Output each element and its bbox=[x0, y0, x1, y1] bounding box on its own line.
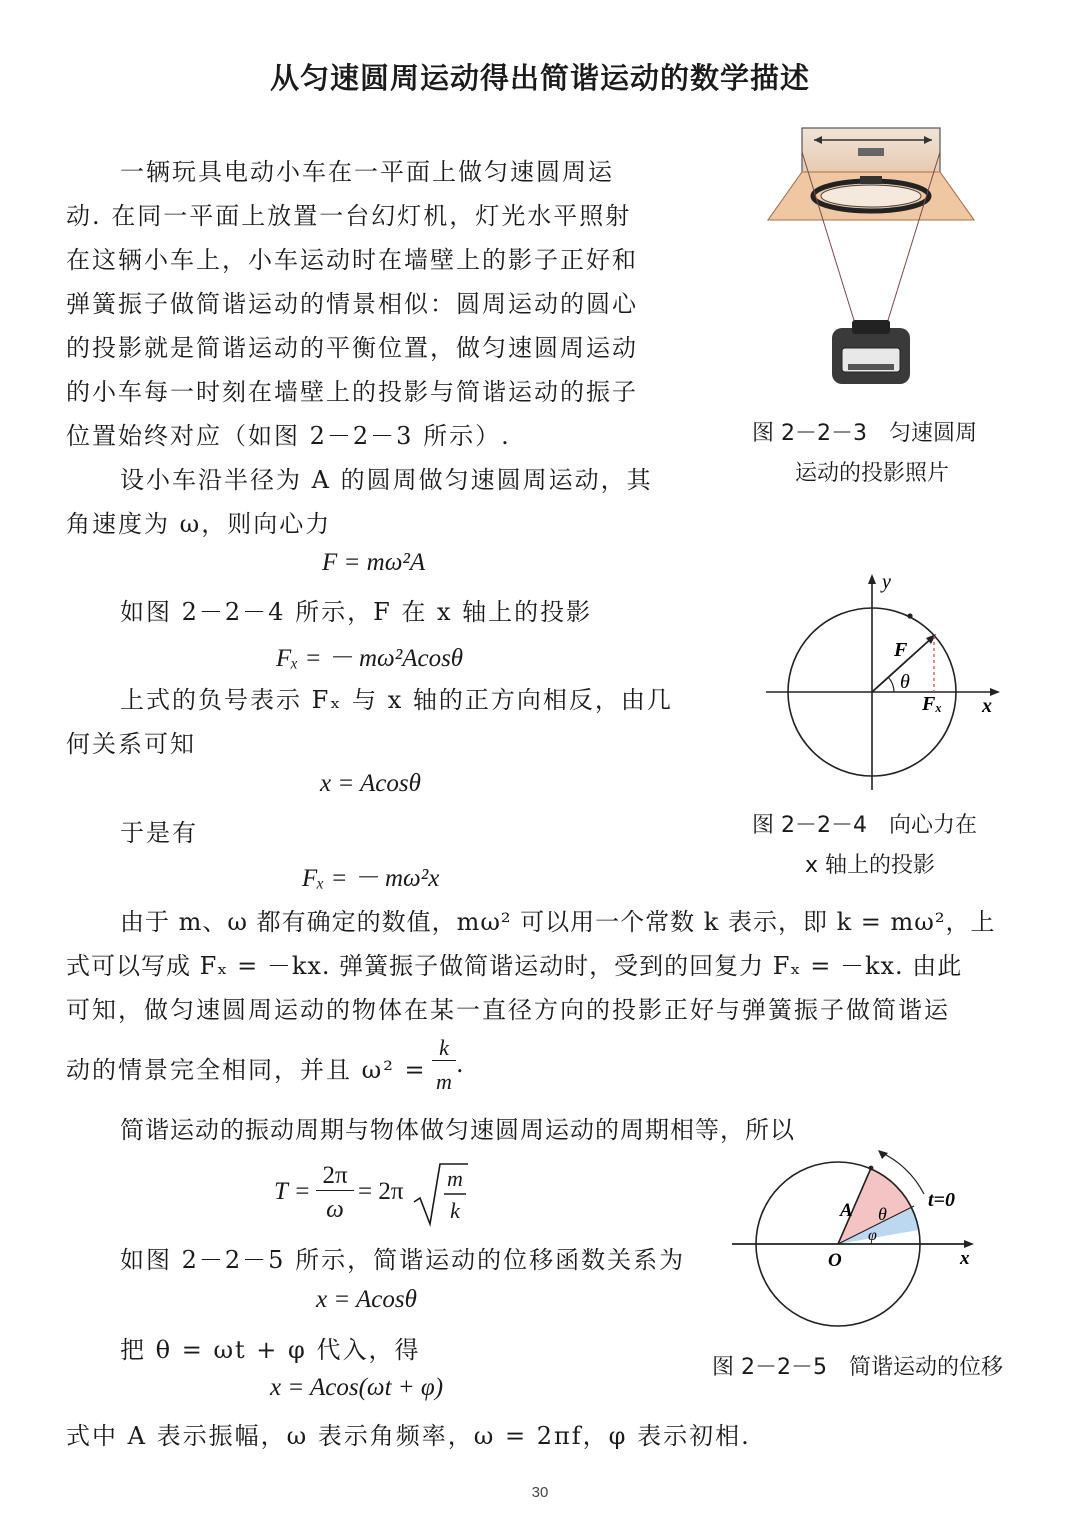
body-line: 位置始终对应（如图 2－2－3 所示）. bbox=[66, 422, 511, 450]
figure-force-projection bbox=[760, 570, 1010, 796]
figure-caption: 图 2－2－5 简谐运动的位移 bbox=[712, 1355, 1003, 1380]
figure-projection-photo bbox=[762, 122, 980, 394]
body-line: 于是有 bbox=[120, 819, 198, 847]
equation-restoring-force: Fₓ = － mω²x bbox=[302, 865, 440, 892]
figure-caption: 图 2－2－4 向心力在 bbox=[752, 813, 977, 838]
figure-shm-displacement bbox=[728, 1148, 982, 1338]
t0-label: t=0 bbox=[928, 1189, 955, 1211]
equation-displacement: x = Acosθ bbox=[320, 770, 421, 797]
period-T: T = bbox=[274, 1178, 311, 1205]
body-line: 可知，做匀速圆周运动的物体在某一直径方向的投影正好与弹簧振子做简谐运 bbox=[66, 996, 950, 1024]
body-line: 一辆玩具电动小车在一平面上做匀速圆周运 bbox=[120, 158, 614, 186]
body-line: 如图 2－2－4 所示，F 在 x 轴上的投影 bbox=[120, 598, 593, 626]
body-line: 在这辆小车上，小车运动时在墙壁上的影子正好和 bbox=[66, 246, 638, 274]
page-title: 从匀速圆周运动得出简谐运动的数学描述 bbox=[269, 61, 810, 95]
body-line: 弹簧振子做简谐运动的情景相似：圆周运动的圆心 bbox=[66, 290, 638, 318]
equation-centripetal-force: F = mω²A bbox=[322, 549, 426, 576]
body-line: 设小车沿半径为 A 的圆周做匀速圆周运动，其 bbox=[120, 466, 653, 494]
x-axis-label: x bbox=[960, 1248, 970, 1269]
force-label: F bbox=[894, 639, 908, 661]
equation-displacement-2: x = Acosθ bbox=[316, 1286, 417, 1313]
body-line: 何关系可知 bbox=[66, 730, 196, 758]
body-line: 简谐运动的振动周期与物体做匀速圆周运动的周期相等，所以 bbox=[120, 1116, 795, 1144]
origin-label: O bbox=[828, 1250, 842, 1271]
period-middle: = 2π bbox=[358, 1178, 404, 1205]
body-line: 的小车每一时刻在墙壁上的投影与简谐运动的振子 bbox=[66, 378, 638, 406]
body-line: 的投影就是简谐运动的平衡位置，做匀速圆周运动 bbox=[66, 334, 638, 362]
body-line: 由于 m、ω 都有确定的数值，mω² 可以用一个常数 k 表示，即 k = mω²，上 bbox=[120, 908, 996, 936]
theta-label: θ bbox=[878, 1204, 887, 1224]
body-line: 如图 2－2－5 所示，简谐运动的位移函数关系为 bbox=[120, 1246, 686, 1274]
body-line: 上式的负号表示 Fₓ 与 x 轴的正方向相反，由几 bbox=[120, 686, 673, 714]
period-fraction-denominator: ω bbox=[326, 1196, 344, 1223]
phi-label: φ bbox=[868, 1227, 877, 1244]
page-number: 30 bbox=[531, 1484, 549, 1501]
figure-caption: 运动的投影照片 bbox=[794, 461, 949, 486]
equation-force-projection: Fₓ = － mω²Acosθ bbox=[276, 645, 464, 672]
body-line: 把 θ = ωt + φ 代入，得 bbox=[120, 1336, 421, 1364]
body-line: 角速度为 ω，则向心力 bbox=[66, 510, 332, 538]
amplitude-label: A bbox=[840, 1200, 853, 1221]
sentence-period: . bbox=[456, 1050, 466, 1078]
radical-numerator: m bbox=[447, 1166, 463, 1191]
x-axis-label: x bbox=[982, 695, 992, 717]
radical-denominator: k bbox=[450, 1198, 460, 1223]
body-line: 式可以写成 Fₓ = －kx. 弹簧振子做简谐运动时，受到的回复力 Fₓ = －kx. 由此 bbox=[66, 952, 963, 980]
body-line: 动的情景完全相同，并且 ω² = bbox=[66, 1056, 427, 1084]
figure-caption: 图 2－2－3 匀速圆周 bbox=[752, 421, 977, 446]
body-line: 动. 在同一平面上放置一台幻灯机，灯光水平照射 bbox=[66, 202, 632, 230]
fraction-numerator: k bbox=[432, 1036, 456, 1061]
body-line: 式中 A 表示振幅，ω 表示角频率，ω = 2πf，φ 表示初相. bbox=[66, 1422, 751, 1450]
force-x-label: Fₓ bbox=[922, 693, 943, 715]
period-fraction-numerator: 2π bbox=[316, 1162, 354, 1191]
equation-shm: x = Acos(ωt + φ) bbox=[270, 1374, 444, 1401]
figure-caption: x 轴上的投影 bbox=[804, 853, 935, 878]
angle-label: θ bbox=[900, 671, 910, 693]
fraction-denominator: m bbox=[436, 1069, 452, 1094]
y-axis-label: y bbox=[882, 571, 891, 593]
